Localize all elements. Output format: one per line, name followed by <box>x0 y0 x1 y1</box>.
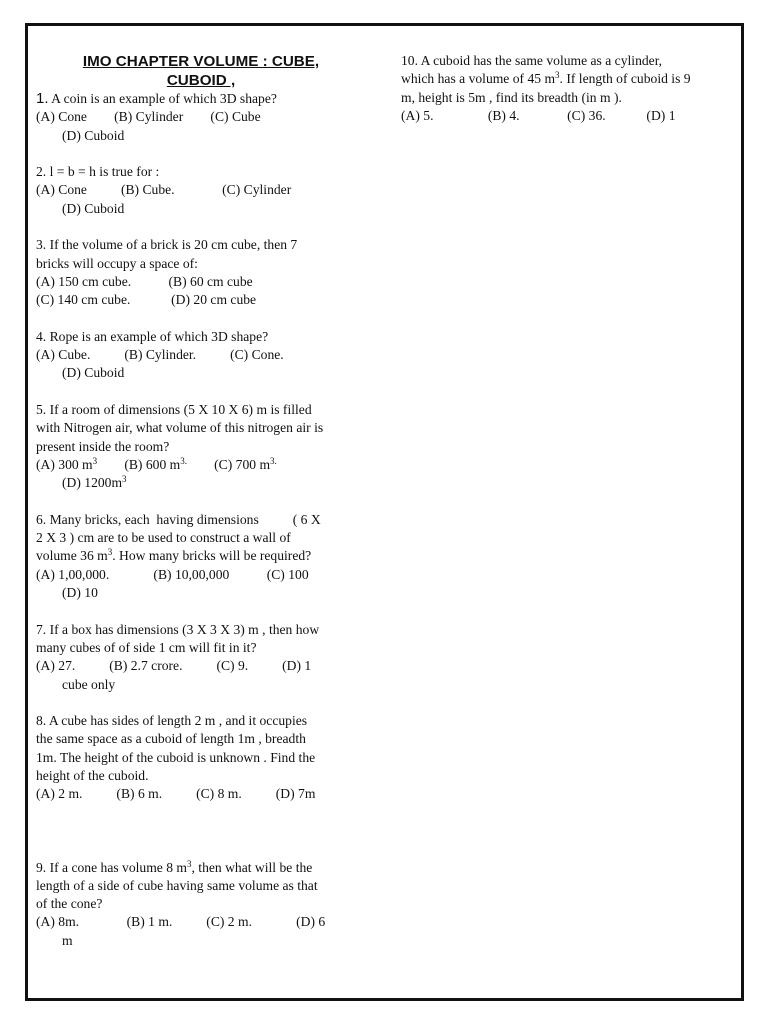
superscript: 3 <box>555 70 560 81</box>
question-3-options: (A) 150 cm cube. (B) 60 cm cube <box>36 273 253 289</box>
question-8-line-3: 1m. The height of the cuboid is unknown . Find the <box>36 749 316 765</box>
question-6-line-2: 2 X 3 ) cm are to be used to construct a wall of <box>36 530 291 546</box>
question-3 <box>36 236 370 309</box>
question-2 <box>36 163 370 218</box>
superscript: 3. <box>180 455 187 466</box>
q5-option-a: (A) 300 m <box>36 456 93 472</box>
question-9 <box>36 859 370 950</box>
question-4-options: (A) Cube. (B) Cylinder. (C) Cone. <box>36 347 284 363</box>
question-7 <box>36 621 370 694</box>
q6-line-3b: . How many bricks will be required? <box>112 548 312 564</box>
title-line-2: CUBOID , <box>166 72 236 89</box>
question-3-line-1: 3. If the volume of a brick is 20 cm cube, then 7 <box>36 237 298 253</box>
worksheet-title <box>36 52 366 90</box>
question-7-line-1: 7. If a box has dimensions (3 X 3 X 3) m , then how <box>36 621 320 637</box>
question-5 <box>36 401 370 492</box>
question-6-options-2: (D) 10 <box>62 585 98 601</box>
q5-option-b: (B) 600 m <box>97 456 181 472</box>
question-5-line-1: 5. If a room of dimensions (5 X 10 X 6) m is filled <box>36 402 312 418</box>
question-8 <box>36 712 370 803</box>
question-1-number: 1. <box>36 90 49 107</box>
question-5-options-2 <box>36 474 370 492</box>
question-8-line-4: height of the cuboid. <box>36 767 149 783</box>
q5-option-c: (C) 700 m <box>186 456 271 472</box>
question-5-line-2: with Nitrogen air, what volume of this nitrogen air is <box>36 420 324 436</box>
question-1-options-2: (D) Cuboid <box>62 127 125 143</box>
question-6 <box>36 511 370 602</box>
question-9-line-1 <box>36 859 370 877</box>
question-3-line-2: bricks will occupy a space of: <box>36 255 198 271</box>
question-10 <box>401 52 741 125</box>
q5-option-d: (D) 1200m <box>62 475 123 491</box>
q6-line-3a: volume 36 m <box>36 548 108 564</box>
question-7-options: (A) 27. (B) 2.7 crore. (C) 9. (D) 1 <box>36 658 312 674</box>
question-8-options: (A) 2 m. (B) 6 m. (C) 8 m. (D) 7m <box>36 786 316 802</box>
q10-line-2a: which has a volume of 45 m <box>401 71 556 87</box>
question-9-options: (A) 8m. (B) 1 m. (C) 2 m. (D) 6 <box>36 914 326 930</box>
question-6-line-3 <box>36 547 370 565</box>
question-2-options-2: (D) Cuboid <box>62 200 125 216</box>
question-7-options-2: cube only <box>62 676 116 692</box>
question-9-line-3: of the cone? <box>36 896 103 912</box>
question-3-options-2: (C) 140 cm cube. (D) 20 cm cube <box>36 292 257 308</box>
question-2-text: 2. l = b = h is true for : <box>36 164 160 180</box>
question-5-options <box>36 456 370 474</box>
question-9-options-2: m <box>62 932 73 948</box>
question-9-line-2: length of a side of cube having same volume as that <box>36 877 318 893</box>
question-10-line-3: m, height is 5m , find its breadth (in m ). <box>401 89 622 105</box>
question-6-options: (A) 1,00,000. (B) 10,00,000 (C) 100 <box>36 566 309 582</box>
left-column <box>36 52 370 950</box>
question-10-line-1: 10. A cuboid has the same volume as a cylinder, <box>401 53 663 68</box>
question-1-text: A coin is an example of which 3D shape? <box>48 91 277 106</box>
superscript: 3 <box>107 547 113 558</box>
question-8-line-1: 8. A cube has sides of length 2 m , and it occupies <box>36 713 308 729</box>
q10-line-2b: . If length of cuboid is 9 <box>559 71 691 87</box>
q9-line-1a: 9. If a cone has volume 8 m <box>36 859 187 875</box>
right-column <box>401 52 741 125</box>
q9-line-1b: , then what will be the <box>191 859 313 875</box>
question-7-line-2: many cubes of of side 1 cm will fit in it? <box>36 639 257 655</box>
question-4 <box>36 328 370 383</box>
question-1-options: (A) Cone (B) Cylinder (C) Cube <box>36 109 261 125</box>
question-10-options: (A) 5. (B) 4. (C) 36. (D) 1 <box>401 107 676 123</box>
question-2-options: (A) Cone (B) Cube. (C) Cylinder <box>36 182 292 198</box>
title-line-1: IMO CHAPTER VOLUME : CUBE, <box>82 53 320 70</box>
question-1 <box>36 90 370 145</box>
superscript: 3 <box>92 455 98 466</box>
question-4-text: 4. Rope is an example of which 3D shape? <box>36 328 269 344</box>
question-4-options-2: (D) Cuboid <box>62 365 125 381</box>
question-10-line-2 <box>401 70 741 88</box>
question-8-line-2: the same space as a cuboid of length 1m , breadth <box>36 731 306 747</box>
superscript: 3 <box>187 858 192 869</box>
question-5-line-3: present inside the room? <box>36 438 170 454</box>
question-6-line-1: 6. Many bricks, each having dimensions ( 6 X <box>36 511 321 527</box>
superscript: 3. <box>270 455 277 466</box>
superscript: 3 <box>122 474 127 485</box>
